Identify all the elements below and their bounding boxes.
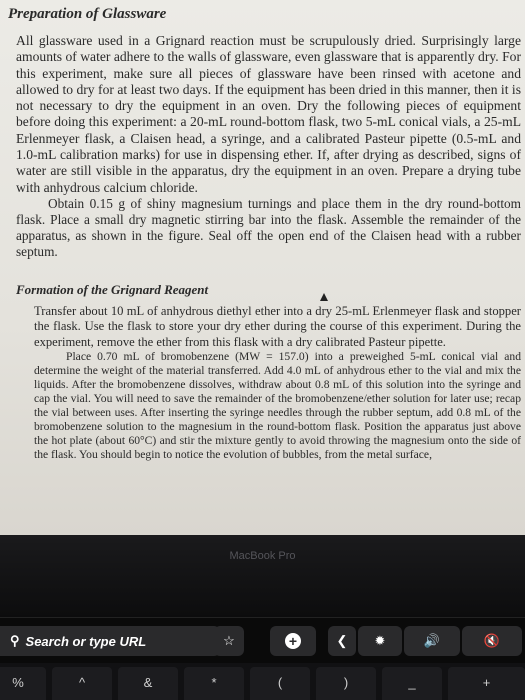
brand-label: MacBook Pro [229,550,296,562]
key-asterisk[interactable]: * [184,667,244,700]
section-heading: Preparation of Glassware [8,6,167,22]
collapse-controls-button[interactable] [328,626,356,656]
key-underscore[interactable]: _ [382,667,442,700]
key-percent[interactable]: % [0,667,46,700]
paragraph-ether: Transfer about 10 mL of anhydrous diethyl ether into a dry 25-mL Erlenmeyer flask and stopper the flask. Use the flask to store your dry ether during the course of this experiment. During the experiment, remove the ether from this flask with a dry calibrated Pasteur pipette. [34,303,521,349]
search-url-field[interactable] [0,626,220,656]
paragraph-glassware: All glassware used in a Grignard reaction must be scrupulously dried. Surprisingly large amounts of water adhere to the walls of glassware, even glassware that is apparently dry. For this experiment, make sure all pieces of glassware have been rinsed with acetone and allowed to dry for at least two days. If the equipment has been dried in this manner, then it is not necessary to dry the equipment in an oven. Dry the following pieces of equipment before doing this experiment: a 20-mL round-bottom flask, two 5-mL conical vials, a 25-mL Erlenmeyer flask, a Claisen head, a syringe, and a calibrated Pasteur pipette (0.5-mL and 1.0-mL calibration marks) for use in dispensing ether. If, after drying as described, signs of water are still visible in the apparatus, dry the equipment in an oven. Prepare a drying tube with anhydrous calcium chloride. [16,33,521,195]
touch-bar [0,617,525,665]
volume-icon: 🔊 [423,633,441,648]
plus-icon: + [285,633,301,649]
key-ampersand[interactable]: & [118,667,178,700]
volume-button[interactable] [404,626,460,656]
chevron-left-icon: ❮ [336,633,348,648]
key-left-paren[interactable]: ( [250,667,310,700]
laptop-bezel [0,535,525,615]
search-icon: ⚲ [10,633,20,648]
mouse-pointer-icon [320,293,328,301]
subsection-heading: Formation of the Grignard Reagent [16,281,209,297]
mute-button[interactable] [462,626,522,656]
document-page [8,0,521,461]
mute-icon: 🔇 [483,633,501,648]
bookmark-button[interactable] [214,626,244,656]
brightness-icon: ✹ [374,633,386,648]
key-caret[interactable]: ^ [52,667,112,700]
key-plus[interactable]: + [448,667,525,700]
new-tab-button[interactable] [270,626,316,656]
brightness-button[interactable] [358,626,402,656]
key-right-paren[interactable]: ) [316,667,376,700]
search-placeholder: Search or type URL [25,633,147,649]
keyboard-row [0,663,525,700]
paragraph-bromobenzene: Place 0.70 mL of bromobenzene (MW = 157.0) into a preweighed 5-mL conical vial and determine the weight of the material transferred. Add 4.0 mL of anhydrous ether to the vial and mix the liquids. After the bromobenzene dissolves, withdraw about 0.8 mL of this solution into the syringe and cap the vial. You will need to save the remainder of the bromobenzene/ether solution for later use; recap the vial between uses. After inserting the syringe needles through the rubber septum, add 0.8 mL of the bromobenzene solution to the magnesium in the round-bottom flask. Position the apparatus just above the hot plate (about 60°C) and stir the mixture gently to avoid throwing the magnesium onto the side of the flask. You should begin to notice the evolution of bubbles, from the metal surface, [34,350,521,461]
star-icon: ☆ [223,633,235,648]
paragraph-magnesium: Obtain 0.15 g of shiny magnesium turnings and place them in the dry round-bottom flask. Place a small dry magnetic stirring bar into the flask. Assemble the remainder of the apparatus, as shown in the figure. Seal off the open end of the Claisen head with a rubber septum. [16,195,521,259]
